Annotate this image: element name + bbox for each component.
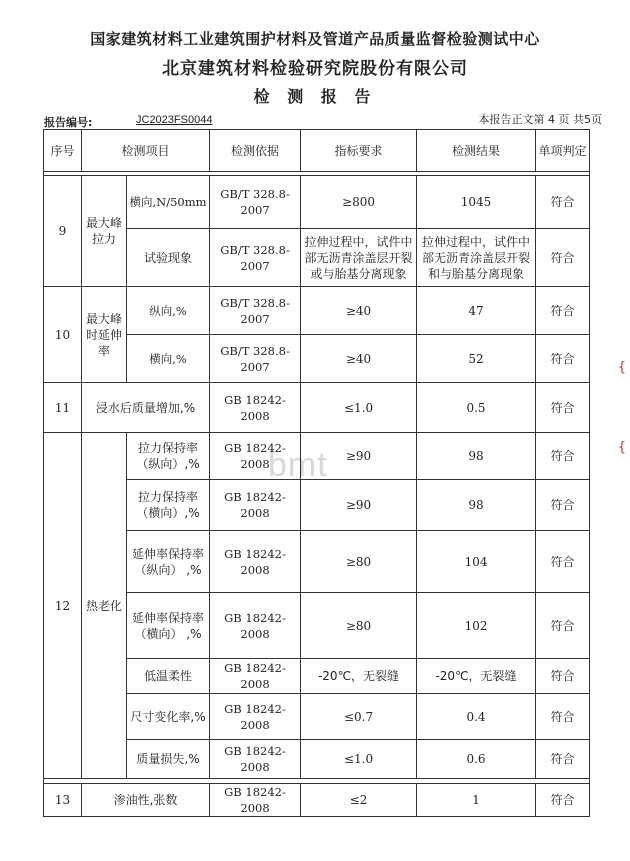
requirement-cell: ≥80 bbox=[301, 531, 417, 593]
requirement-cell: ≤1.0 bbox=[301, 383, 417, 433]
basis-cell: GB 18242-2008 bbox=[210, 694, 301, 740]
judgement-cell: 符合 bbox=[536, 740, 590, 779]
basis-cell: GB 18242-2008 bbox=[210, 740, 301, 779]
header-judgement: 单项判定 bbox=[536, 130, 590, 172]
basis-cell: GB/T 328.8-2007 bbox=[210, 287, 301, 335]
basis-cell: GB 18242-2008 bbox=[210, 480, 301, 531]
sub-item-cell: 横向,% bbox=[127, 335, 210, 383]
requirement-cell: ≥40 bbox=[301, 335, 417, 383]
requirement-cell: ≥90 bbox=[301, 480, 417, 531]
basis-cell: GB 18242-2008 bbox=[210, 383, 301, 433]
header-item: 检测项目 bbox=[82, 130, 210, 172]
document-title: 检 测 报 告 bbox=[253, 87, 377, 106]
seq-cell: 13 bbox=[44, 784, 82, 817]
sub-item-cell: 延伸率保持率 （横向） ,% bbox=[127, 593, 210, 659]
judgement-cell: 符合 bbox=[536, 383, 590, 433]
requirement-cell: ≤0.7 bbox=[301, 694, 417, 740]
report-no: JC2023FS0044 bbox=[136, 114, 213, 126]
judgement-cell: 符合 bbox=[536, 287, 590, 335]
requirement-cell: ≤2 bbox=[301, 784, 417, 817]
requirement-cell: -20℃，无裂缝 bbox=[301, 659, 417, 694]
result-cell: 0.4 bbox=[417, 694, 536, 740]
sub-item-cell: 纵向,% bbox=[127, 287, 210, 335]
header-requirement: 指标要求 bbox=[301, 130, 417, 172]
table-header-row bbox=[44, 130, 590, 172]
basis-cell: GB 18242-2008 bbox=[210, 433, 301, 480]
result-cell: 104 bbox=[417, 531, 536, 593]
requirement-cell: ≥40 bbox=[301, 287, 417, 335]
sub-item-cell: 低温柔性 bbox=[127, 659, 210, 694]
item-cell: 最大峰拉力 bbox=[82, 176, 127, 287]
basis-cell: GB 18242-2008 bbox=[210, 659, 301, 694]
result-cell: 1 bbox=[417, 784, 536, 817]
table-row bbox=[44, 784, 590, 817]
requirement-cell: ≤1.0 bbox=[301, 740, 417, 779]
result-cell: 98 bbox=[417, 433, 536, 480]
center-name: 国家建筑材料工业建筑围护材料及管道产品质量监督检验测试中心 bbox=[90, 30, 540, 48]
header-result: 检测结果 bbox=[417, 130, 536, 172]
result-cell: 47 bbox=[417, 287, 536, 335]
header-basis: 检测依据 bbox=[210, 130, 301, 172]
seq-cell: 9 bbox=[44, 176, 82, 287]
item-cell: 最大峰时延伸率 bbox=[82, 287, 127, 383]
page-info: 本报告正文第 4 页 共5页 bbox=[478, 113, 602, 126]
result-cell: 0.5 bbox=[417, 383, 536, 433]
result-cell: 1045 bbox=[417, 176, 536, 229]
table-row bbox=[44, 383, 590, 433]
result-cell: 52 bbox=[417, 335, 536, 383]
item-cell: 浸水后质量增加,% bbox=[82, 383, 210, 433]
requirement-cell: ≥800 bbox=[301, 176, 417, 229]
basis-cell: GB/T 328.8-2007 bbox=[210, 176, 301, 229]
requirement-cell: ≥80 bbox=[301, 593, 417, 659]
judgement-cell: 符合 bbox=[536, 531, 590, 593]
judgement-cell: 符合 bbox=[536, 335, 590, 383]
basis-cell: GB/T 328.8-2007 bbox=[210, 229, 301, 287]
sub-item-cell: 质量损失,% bbox=[127, 740, 210, 779]
table-row bbox=[44, 433, 590, 480]
result-cell: 0.6 bbox=[417, 740, 536, 779]
judgement-cell: 符合 bbox=[536, 433, 590, 480]
judgement-cell: 符合 bbox=[536, 480, 590, 531]
table-row bbox=[44, 176, 590, 229]
sub-item-cell: 拉力保持率（横向）,% bbox=[127, 480, 210, 531]
result-cell: 102 bbox=[417, 593, 536, 659]
company-name: 北京建筑材料检验研究院股份有限公司 bbox=[162, 59, 468, 79]
table-row bbox=[44, 287, 590, 335]
sub-item-cell: 尺寸变化率,% bbox=[127, 694, 210, 740]
seq-cell: 11 bbox=[44, 383, 82, 433]
watermark: bmt bbox=[268, 446, 328, 484]
judgement-cell: 符合 bbox=[536, 659, 590, 694]
basis-cell: GB 18242-2008 bbox=[210, 531, 301, 593]
sub-item-cell: 延伸率保持率 （纵向） ,% bbox=[127, 531, 210, 593]
sub-item-cell: 拉力保持率（纵向）,% bbox=[127, 433, 210, 480]
header-seq: 序号 bbox=[44, 130, 82, 172]
basis-cell: GB 18242-2008 bbox=[210, 784, 301, 817]
judgement-cell: 符合 bbox=[536, 229, 590, 287]
requirement-cell: ≥90 bbox=[301, 433, 417, 480]
side-seal-mark: { bbox=[617, 440, 626, 455]
requirement-cell: 拉伸过程中，试件中部无沥青涂盖层开裂或与胎基分离现象 bbox=[301, 229, 417, 287]
seq-cell: 10 bbox=[44, 287, 82, 383]
basis-cell: GB/T 328.8-2007 bbox=[210, 335, 301, 383]
item-cell: 热老化 bbox=[82, 433, 127, 779]
results-table bbox=[43, 129, 590, 817]
report-no-label: 报告编号: bbox=[44, 116, 93, 129]
judgement-cell: 符合 bbox=[536, 694, 590, 740]
sub-item-cell: 横向,N/50mm bbox=[127, 176, 210, 229]
side-seal-mark: { bbox=[617, 360, 626, 375]
report-meta bbox=[44, 110, 604, 128]
item-cell: 渗油性,张数 bbox=[82, 784, 210, 817]
result-cell: 拉伸过程中，试件中部无沥青涂盖层开裂和与胎基分离现象 bbox=[417, 229, 536, 287]
result-cell: 98 bbox=[417, 480, 536, 531]
seq-cell: 12 bbox=[44, 433, 82, 779]
result-cell: -20℃，无裂缝 bbox=[417, 659, 536, 694]
judgement-cell: 符合 bbox=[536, 593, 590, 659]
judgement-cell: 符合 bbox=[536, 784, 590, 817]
sub-item-cell: 试验现象 bbox=[127, 229, 210, 287]
judgement-cell: 符合 bbox=[536, 176, 590, 229]
basis-cell: GB 18242-2008 bbox=[210, 593, 301, 659]
